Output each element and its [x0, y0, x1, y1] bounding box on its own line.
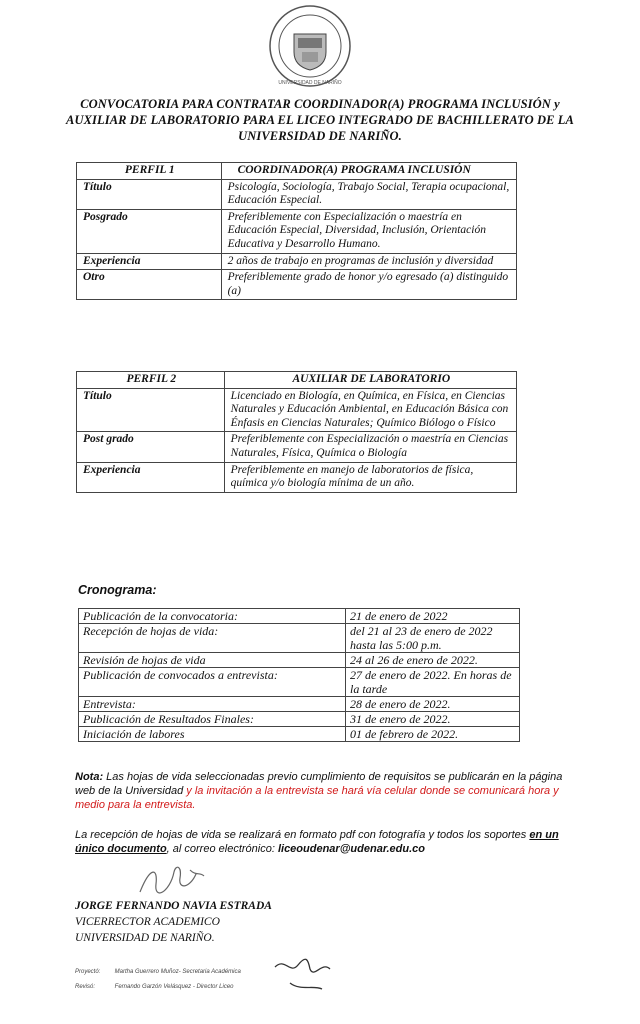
perfil-1-row-value: Preferiblemente con Especialización o maestría en Educación Especial, Diversidad, Inclusión, Orientación Educativa y Desarrollo Humano. [221, 209, 516, 253]
recepcion-text: La recepción de hojas de vida se realizará en formato pdf con fotografía y todos los soportes [75, 829, 527, 841]
table-row [79, 712, 520, 727]
perfil-1-row-label: Posgrado [77, 209, 222, 253]
nota-paragraph [75, 770, 580, 812]
recepcion-underlined: en un único documento [75, 829, 559, 855]
table-row [79, 727, 520, 742]
cronograma-date: 31 de enero de 2022. [346, 712, 520, 727]
cronograma-date: 27 de enero de 2022. En horas de la tarde [346, 668, 520, 697]
perfil-2-row-value: Licenciado en Biología, en Química, en Física, en Ciencias Naturales y Educación Ambiental, en Educación Básica con Énfasis en Ciencias Naturales; Químico Biólogo o Físico [224, 388, 516, 432]
cronograma-activity: Publicación de convocados a entrevista: [79, 668, 346, 697]
proyecto-label: Proyectó: [75, 969, 101, 975]
perfil-1-row-label: Experiencia [77, 253, 222, 270]
cronograma-activity: Publicación de la convocatoria: [79, 609, 346, 624]
cronograma-title: Cronograma: [78, 583, 157, 597]
cronograma-date: 24 al 26 de enero de 2022. [346, 653, 520, 668]
perfil-2-row-label: Título [77, 388, 225, 432]
cronograma-activity: Publicación de Resultados Finales: [79, 712, 346, 727]
cronograma-activity: Recepción de hojas de vida: [79, 624, 346, 653]
table-row [79, 609, 520, 624]
table-row [79, 697, 520, 712]
table-row [79, 624, 520, 653]
reviso-value: Fernando Garzón Velásquez - Director Liceo [114, 984, 234, 990]
perfil-1-row-label: Título [77, 179, 222, 209]
signatory-block [75, 898, 272, 946]
perfil-1-row-label: Otro [77, 270, 222, 300]
perfil-2-header-right: AUXILIAR DE LABORATORIO [224, 372, 516, 389]
nota-label: Nota: [75, 771, 104, 783]
perfil-1-table [76, 162, 517, 300]
table-row [79, 653, 520, 668]
signatory-org: UNIVERSIDAD DE NARIÑO. [75, 932, 215, 944]
perfil-2-row-label: Experiencia [77, 462, 225, 492]
revision-block [75, 965, 241, 995]
second-signature-icon [270, 955, 340, 995]
cronograma-date: 28 de enero de 2022. [346, 697, 520, 712]
perfil-1-header-left: PERFIL 1 [77, 163, 222, 180]
perfil-2-header-left: PERFIL 2 [77, 372, 225, 389]
cronograma-activity: Entrevista: [79, 697, 346, 712]
nota-red-text: y la invitación a la entrevista se hará vía celular donde se comunicará hora y medio para la entrevista. [75, 785, 559, 811]
svg-text:UNIVERSIDAD DE NARIÑO: UNIVERSIDAD DE NARIÑO [278, 80, 342, 86]
cronograma-date: 01 de febrero de 2022. [346, 727, 520, 742]
cronograma-date: 21 de enero de 2022 [346, 609, 520, 624]
perfil-1-header-right: COORDINADOR(A) PROGRAMA INCLUSIÓN [221, 163, 516, 180]
perfil-1-row-value: Preferiblemente grado de honor y/o egresado (a) distinguido (a) [221, 270, 516, 300]
cronograma-date: del 21 al 23 de enero de 2022 hasta las 5:00 p.m. [346, 624, 520, 653]
perfil-1-row-value: Psicología, Sociología, Trabajo Social, Terapia ocupacional, Educación Especial. [221, 179, 516, 209]
reviso-label: Revisó: [75, 984, 96, 990]
proyecto-value: Martha Guerrero Muñoz- Secretaria Académica [114, 969, 241, 975]
nota-text: Las hojas de vida seleccionadas previo cumplimiento de requisitos se publicarán en la página web de la Universidad [75, 771, 563, 797]
perfil-2-row-label: Post grado [77, 432, 225, 462]
table-row [79, 668, 520, 697]
signature-icon [130, 862, 210, 898]
perfil-2-row-value: Preferiblemente en manejo de laboratorios de física, química y/o biología mínima de un año. [224, 462, 516, 492]
cronograma-activity: Iniciación de labores [79, 727, 346, 742]
university-seal-icon [268, 4, 352, 88]
email-link[interactable]: liceoudenar@udenar.edu.co [277, 843, 425, 855]
signatory-name: JORGE FERNANDO NAVIA ESTRADA [75, 900, 272, 912]
recepcion-text-after: , al correo electrónico: [166, 843, 275, 855]
recepcion-paragraph [75, 828, 585, 856]
signatory-role: VICERRECTOR ACADEMICO [75, 916, 220, 928]
perfil-2-row-value: Preferiblemente con Especialización o maestría en Ciencias Naturales, Física, Química o Biología [224, 432, 516, 462]
perfil-1-row-value: 2 años de trabajo en programas de inclusión y diversidad [221, 253, 516, 270]
cronograma-table [78, 608, 520, 742]
document-title: CONVOCATORIA PARA CONTRATAR COORDINADOR(A) PROGRAMA INCLUSIÓN y AUXILIAR DE LABORATORIO PARA EL LICEO INTEGRADO DE BACHILLERATO DE LA UNIVERSIDAD DE NARIÑO. [66, 97, 574, 143]
perfil-2-table [76, 371, 517, 493]
cronograma-activity: Revisión de hojas de vida [79, 653, 346, 668]
